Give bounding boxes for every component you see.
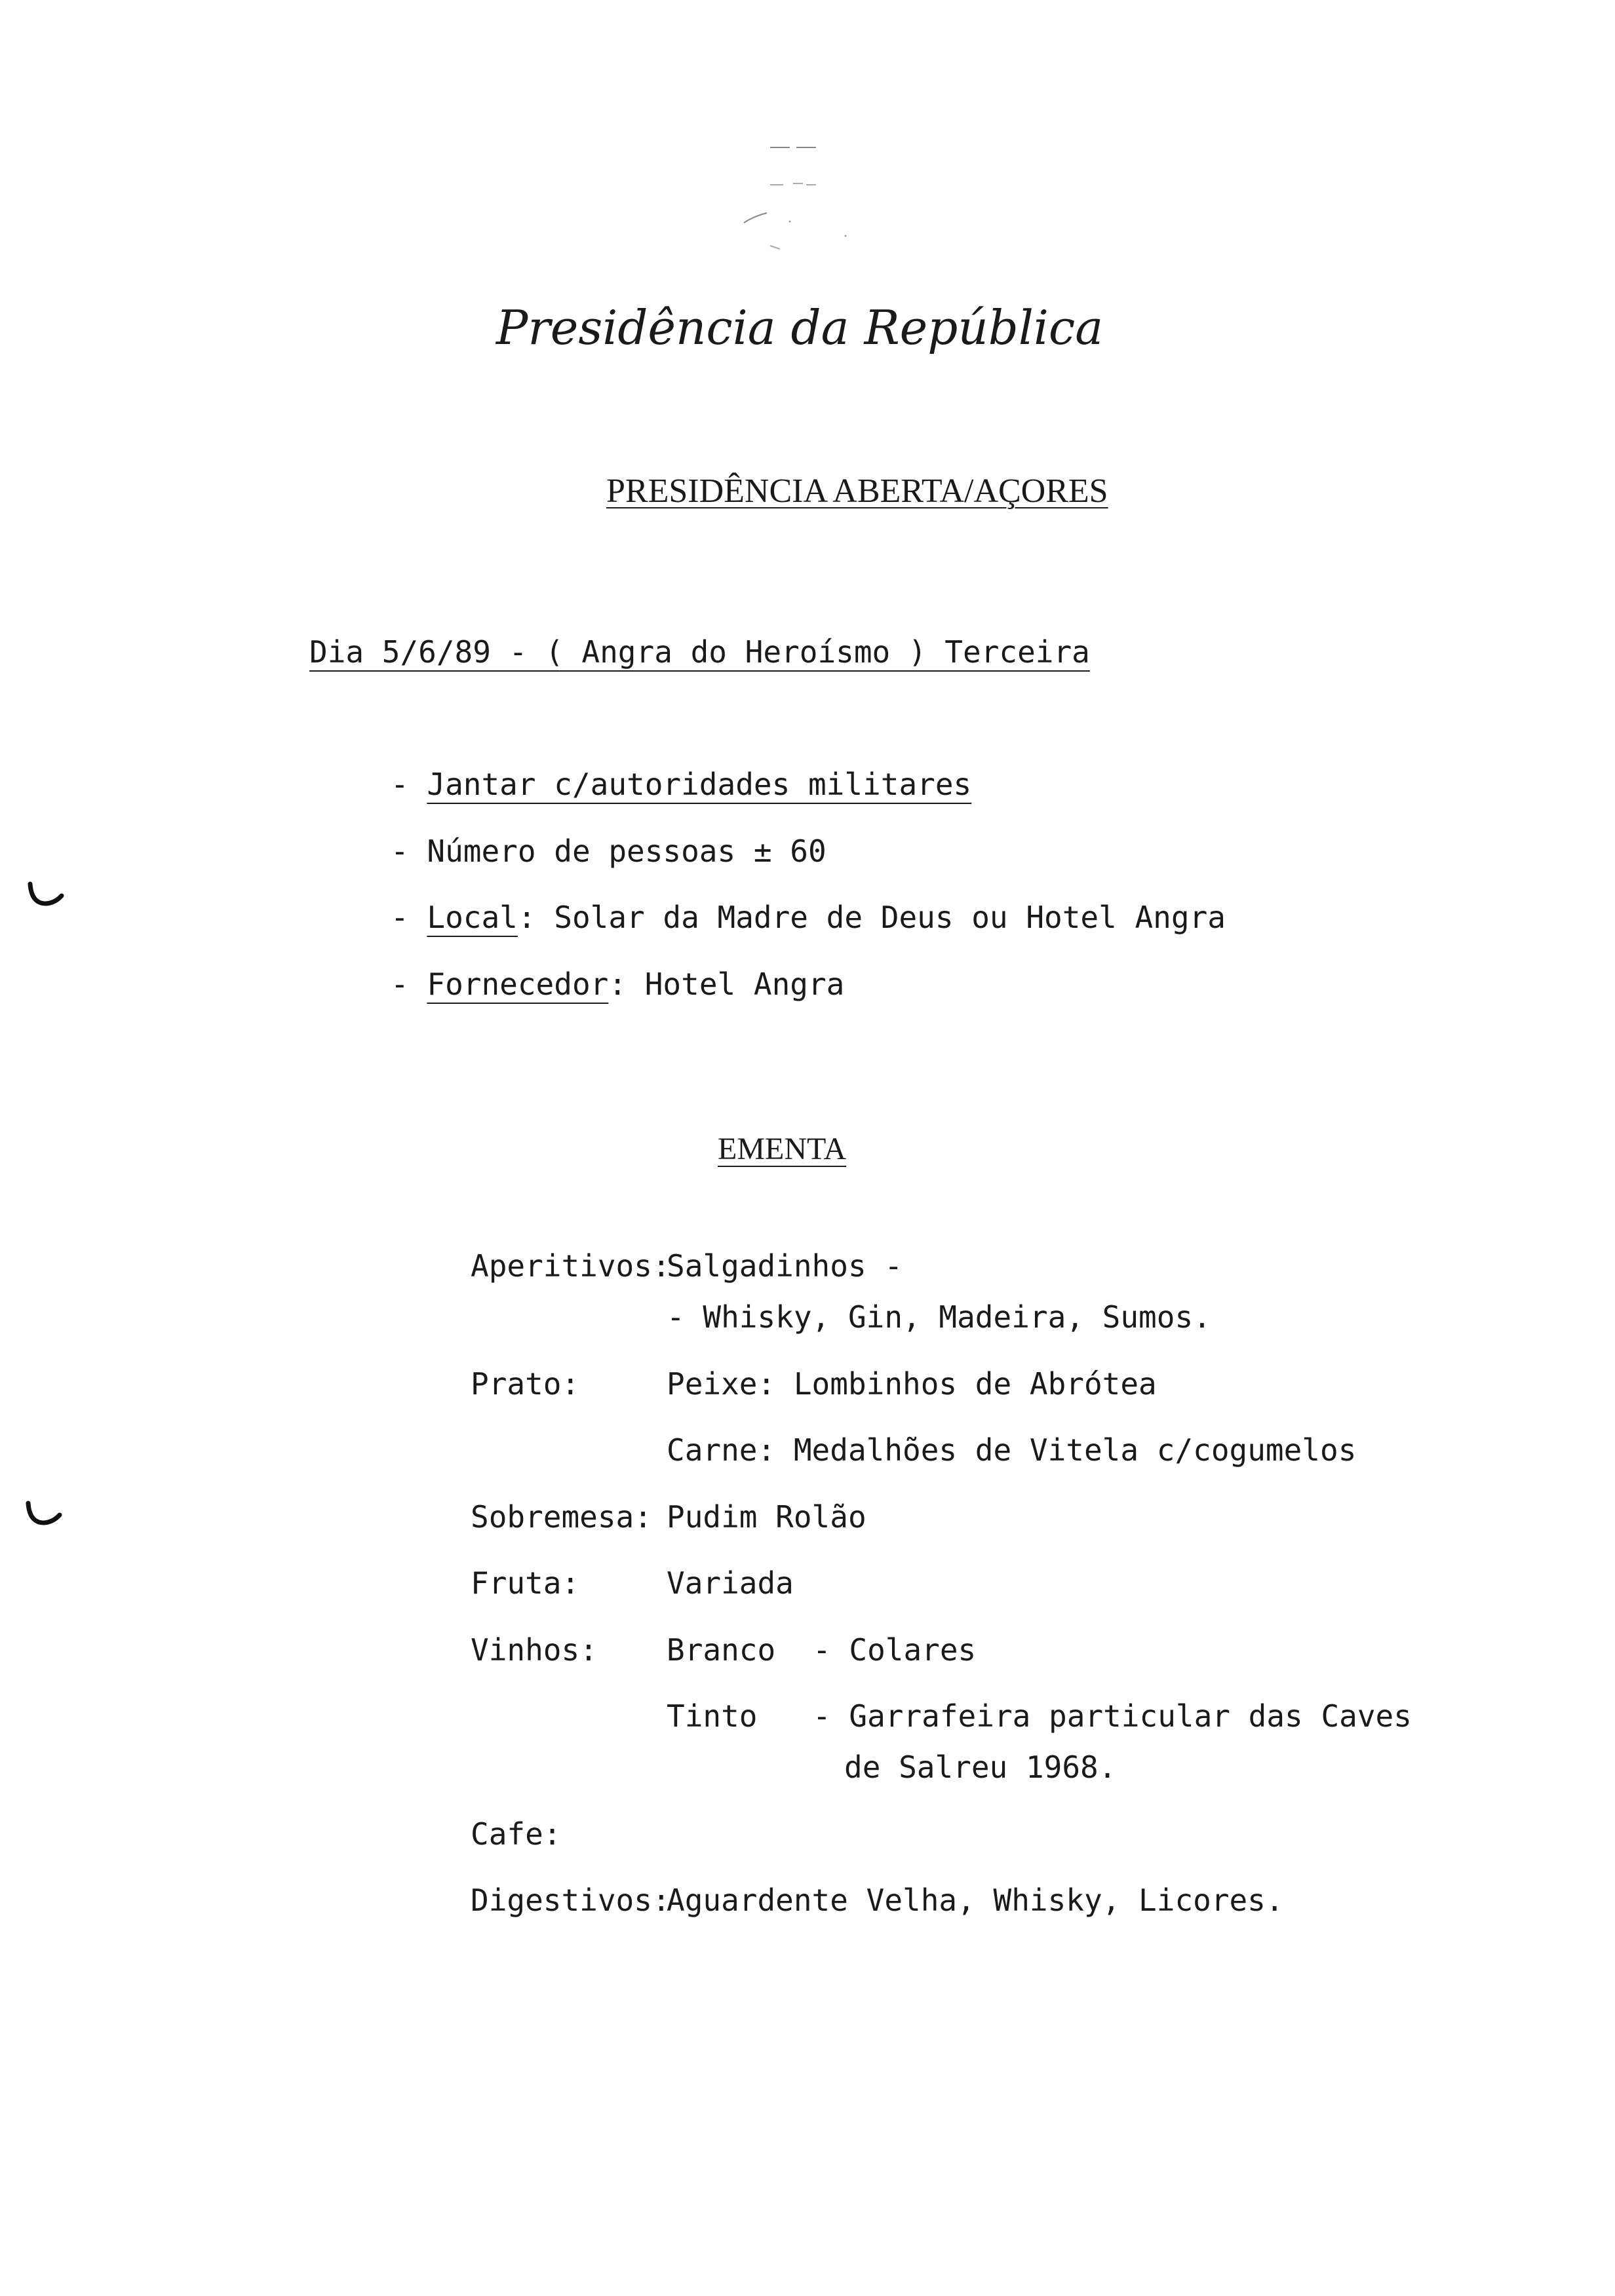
letterhead-script (496, 282, 1104, 380)
detail-underlined: Fornecedor (427, 966, 609, 1002)
menu-value-fruta: Variada (667, 1565, 794, 1601)
menu-value-prato-carne: Carne: Medalhões de Vitela c/cogumelos (667, 1432, 1357, 1468)
menu-value-vinho-tinto-2: de Salreu 1968. (844, 1750, 1117, 1785)
menu-value-aperitivos-2: - Whisky, Gin, Madeira, Sumos. (667, 1299, 1211, 1335)
menu-label-aperitivos: Aperitivos: (471, 1248, 671, 1284)
menu-value-vinho-branco: - Colares (813, 1632, 977, 1668)
menu-value-vinho-tinto-1: - Garrafeira particular das Caves (813, 1698, 1412, 1734)
menu-value-sobremesa: Pudim Rolão (667, 1499, 866, 1535)
detail-item-jantar (391, 767, 971, 802)
detail-dash: - (391, 966, 427, 1002)
menu-label-fruta: Fruta: (471, 1565, 580, 1601)
menu-value-vinho-tinto-kind: Tinto (667, 1698, 758, 1734)
detail-underlined: Local (427, 900, 518, 935)
detail-dash: - (391, 900, 427, 935)
menu-value-prato-peixe: Peixe: Lombinhos de Abrótea (667, 1366, 1157, 1402)
menu-label-digestivos: Digestivos: (471, 1883, 671, 1918)
menu-label-prato: Prato: (471, 1366, 580, 1402)
detail-item-numero-pessoas (391, 833, 827, 869)
detail-rest: Número de pessoas ± 60 (427, 833, 827, 869)
menu-title: EMENTA (718, 1132, 847, 1166)
menu-label-cafe: Cafe: (471, 1816, 562, 1852)
letterhead-presidencia-da-republica (496, 282, 1104, 380)
menu-value-vinho-branco-kind: Branco (667, 1632, 776, 1668)
detail-underlined: Jantar c/autoridades militares (427, 767, 972, 802)
menu-label-vinhos: Vinhos: (471, 1632, 598, 1668)
detail-dash: - (391, 767, 427, 802)
menu-value-digestivos: Aguardente Velha, Whisky, Licores. (667, 1883, 1284, 1918)
menu-label-sobremesa: Sobremesa: (471, 1499, 652, 1535)
detail-rest: : Hotel Angra (608, 966, 845, 1002)
detail-item-fornecedor (391, 966, 844, 1002)
menu-value-aperitivos-1: Salgadinhos - (667, 1248, 903, 1284)
margin-mark-icon (26, 881, 66, 908)
top-marks (728, 131, 891, 262)
margin-mark-icon (23, 1501, 62, 1527)
detail-rest: : Solar da Madre de Deus ou Hotel Angra (517, 900, 1226, 935)
letterhead-text: Presidência da República (496, 300, 1104, 355)
document-title: PRESIDÊNCIA ABERTA/AÇORES (606, 472, 1108, 510)
day-line: Dia 5/6/89 - ( Angra do Heroísmo ) Terceira (309, 634, 1090, 670)
detail-item-local (391, 900, 1226, 935)
detail-dash: - (391, 833, 427, 869)
